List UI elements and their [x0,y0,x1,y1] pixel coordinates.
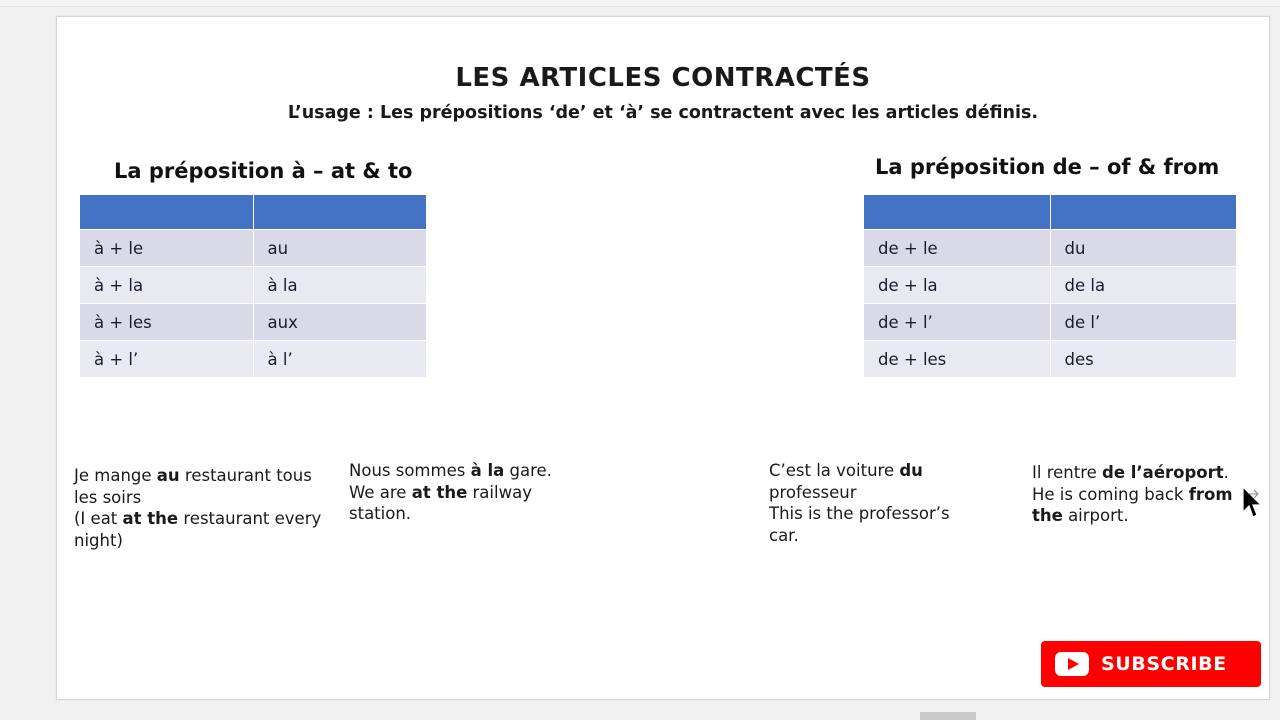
example-text: Je mange au restaurant tous les soirs (I eat at the restaurant every night) [74,466,322,550]
table-cell: du [1050,230,1237,267]
table-header-cell [253,195,427,230]
page-title: LES ARTICLES CONTRACTÉS [455,63,871,93]
table-header-row [80,195,427,230]
table-cell: aux [253,304,427,341]
table-cell: à + la [80,267,254,304]
table-cell: de + l’ [864,304,1051,341]
table-cell: à l’ [253,341,427,378]
table-preposition-de [863,194,1237,378]
table-cell: à + l’ [80,341,254,378]
table-body-left [80,230,427,378]
left-section-heading: La préposition à – at & to [114,159,413,183]
table-header-cell [80,195,254,230]
table-row [864,230,1237,267]
example-text: Nous sommes à la gare. We are at the railway station. [349,461,552,523]
slide-canvas [56,16,1270,700]
example-text: Il rentre de l’aéroport. He is coming back from the airport. [1032,463,1233,525]
table-row [80,230,427,267]
desktop-background-right [1274,0,1280,720]
table-header-cell [1050,195,1237,230]
table-cell: à + les [80,304,254,341]
table-header-row [864,195,1237,230]
table-row [80,304,427,341]
table-row [80,267,427,304]
table-row [864,267,1237,304]
taskbar-sliver [920,712,976,720]
subscribe-label: SUBSCRIBE [1101,653,1227,675]
examples-region [57,442,1269,582]
table-cell: au [253,230,427,267]
table-row [80,341,427,378]
subscribe-button[interactable] [1041,641,1261,687]
table-cell: à la [253,267,427,304]
table-body-right [864,230,1237,378]
table-cell: à + le [80,230,254,267]
table-cell: de + la [864,267,1051,304]
table-preposition-a [79,194,427,378]
table-cell: de + les [864,341,1051,378]
table-cell: de + le [864,230,1051,267]
table-row [864,304,1237,341]
right-section-heading: La préposition de – of & from [875,155,1220,179]
desktop-background-left [0,0,44,720]
table-row [864,341,1237,378]
table-cell: de l’ [1050,304,1237,341]
table-cell: des [1050,341,1237,378]
youtube-icon [1055,652,1089,676]
table-header-cell [864,195,1051,230]
window-top-strip [0,0,1280,7]
table-cell: de la [1050,267,1237,304]
example-text: C’est la voiture du professeur This is the professor’s car. [769,461,950,545]
page-subtitle: L’usage : Les prépositions ‘de’ et ‘à’ se contractent avec les articles définis. [287,103,1039,123]
